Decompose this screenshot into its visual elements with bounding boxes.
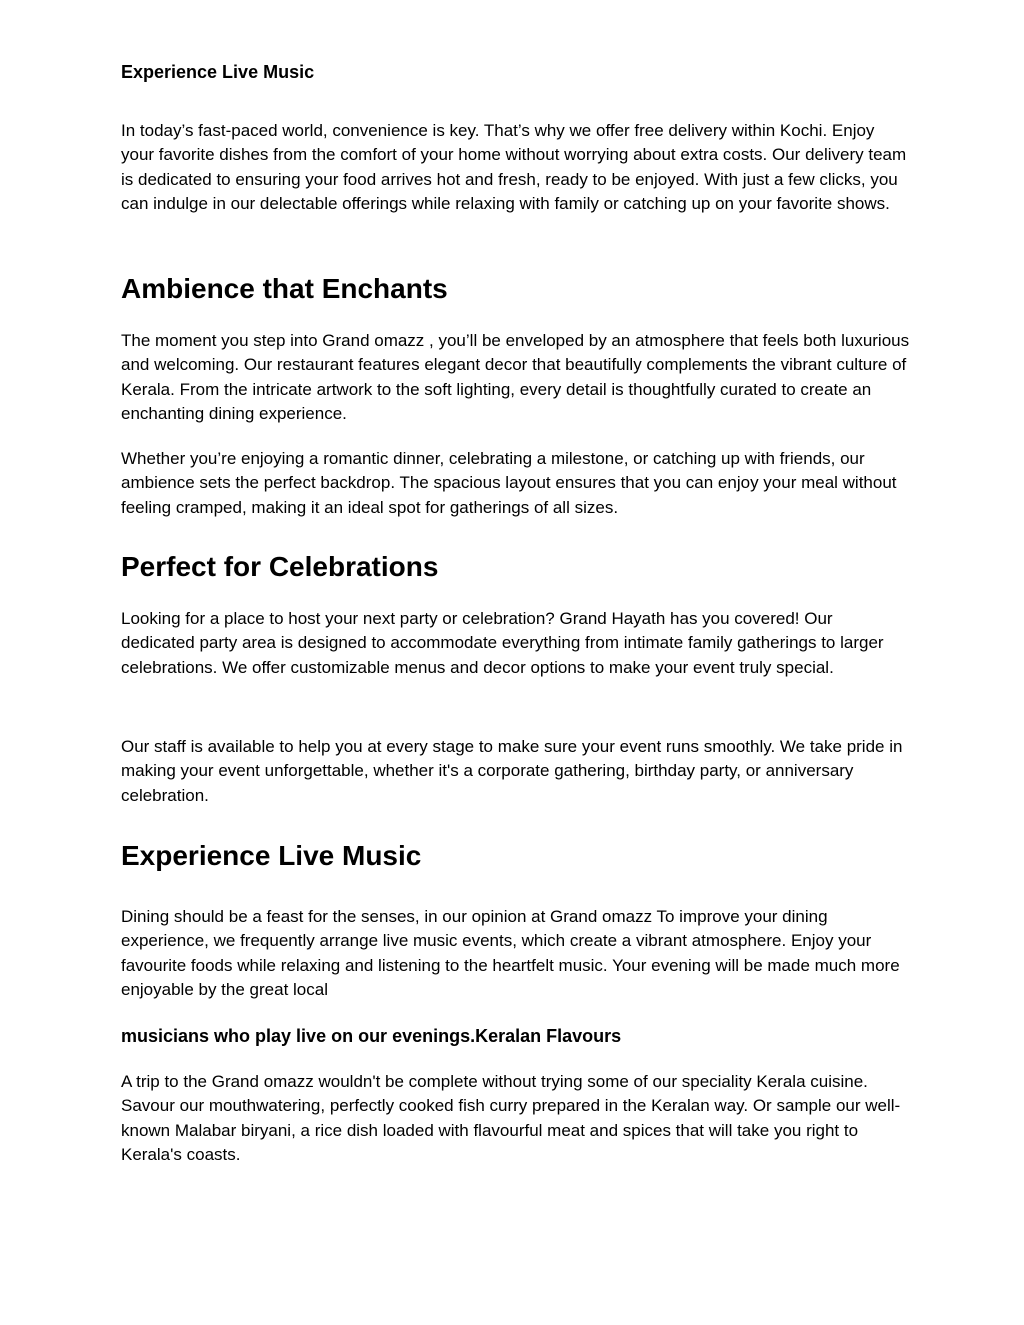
- live-music-paragraph-1: Dining should be a feast for the senses, in our opinion at Grand omazz To improve your dining experience, we frequently arrange live music events, which create a vibrant atmosphere. Enjoy your favourite foods while relaxing and listening to the heartfelt music. Your evening will be made much more enjoyable by the great local: [121, 907, 900, 1000]
- celebrations-paragraph-2: Our staff is available to help you at every stage to make sure your event runs smoothly. We take pride in making your event unforgettable, whether it's a corporate gathering, birthday party, or anniversary celebration.: [121, 737, 903, 805]
- ambience-heading: Ambience that Enchants: [121, 273, 448, 304]
- live-music-subheading: musicians who play live on our evenings.Keralan Flavours: [121, 1026, 622, 1046]
- intro-paragraph: In today’s fast-paced world, convenience is key. That’s why we offer free delivery within Kochi. Enjoy your favorite dishes from the comfort of your home without worrying about extra costs. Our delivery team is dedicated to ensuring your food arrives hot and fresh, ready to be enjoyed. With just a few clicks, you can indulge in our delectable offerings while relaxing with family or catching up on your favorite shows.: [121, 121, 907, 214]
- celebrations-heading: Perfect for Celebrations: [121, 551, 439, 582]
- live-music-heading: Experience Live Music: [121, 840, 422, 871]
- intro-heading: Experience Live Music: [121, 62, 315, 82]
- live-music-paragraph-2: A trip to the Grand omazz wouldn't be complete without trying some of our speciality Kerala cuisine. Savour our mouthwatering, perfectly cooked fish curry prepared in the Keralan way. Or sample our well-known Malabar biryani, a rice dish loaded with flavourful meat and spices that will take you right to Kerala's coasts.: [121, 1072, 901, 1165]
- celebrations-paragraph-1: Looking for a place to host your next party or celebration? Grand Hayath has you covered! Our dedicated party area is designed to accommodate everything from intimate family gatherings to larger celebrations. We offer customizable menus and decor options to make your event truly special.: [121, 609, 884, 677]
- ambience-paragraph-2: Whether you’re enjoying a romantic dinner, celebrating a milestone, or catching up with friends, our ambience sets the perfect backdrop. The spacious layout ensures that you can enjoy your meal without feeling cramped, making it an ideal spot for gatherings of all sizes.: [121, 449, 897, 517]
- ambience-paragraph-1: The moment you step into Grand omazz , you’ll be enveloped by an atmosphere that feels both luxurious and welcoming. Our restaurant features elegant decor that beautifully complements the vibrant culture of Kerala. From the intricate artwork to the soft lighting, every detail is thoughtfully curated to create an enchanting dining experience.: [121, 331, 910, 424]
